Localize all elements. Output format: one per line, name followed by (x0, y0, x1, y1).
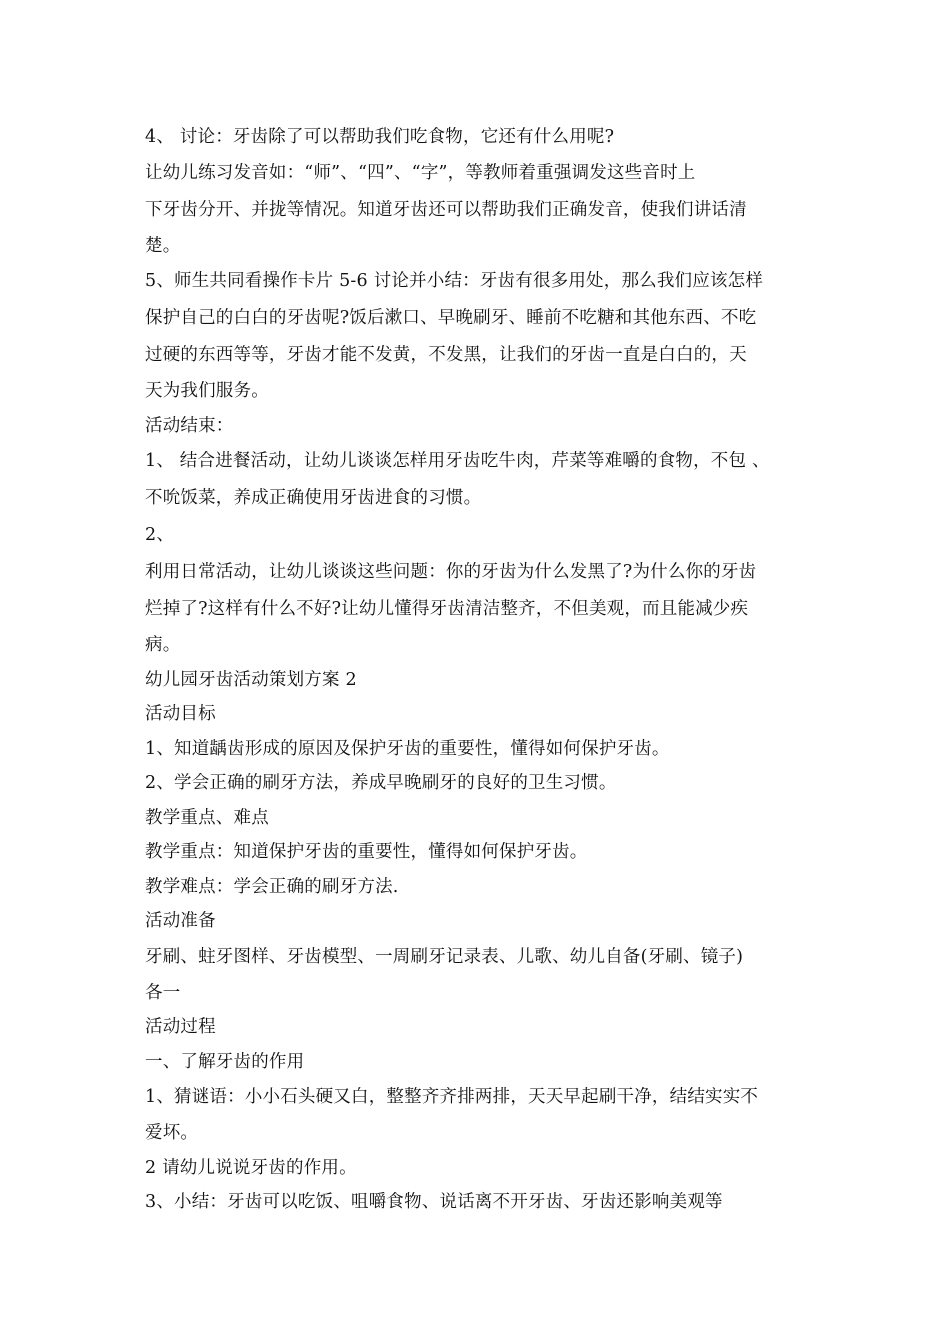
document-title: 幼儿园牙齿活动策划方案 2 (145, 669, 357, 690)
paragraph-line: 下牙齿分开、并拢等情况。知道牙齿还可以帮助我们正确发音，使我们讲话清 (145, 199, 747, 220)
section-heading: 活动过程 (145, 1017, 216, 1037)
paragraph-line: 牙刷、蛀牙图样、牙齿模型、一周刷牙记录表、儿歌、幼儿自备(牙刷、镜子) (145, 946, 744, 967)
document-body (145, 120, 817, 1220)
paragraph-line: 过硬的东西等等，牙齿才能不发黄，不发黑，让我们的牙齿一直是白白的，天 (145, 345, 747, 365)
paragraph-line: 4、 讨论：牙齿除了可以帮助我们吃食物，它还有什么用呢? (145, 127, 615, 147)
paragraph-line: 利用日常活动，让幼儿谈谈这些问题：你的牙齿为什么发黑了?为什么你的牙齿 (145, 562, 757, 582)
paragraph-line: 烂掉了?这样有什么不好?让幼儿懂得牙齿清洁整齐，不但美观，而且能减少疾 (145, 599, 749, 619)
paragraph-line: 各一 (145, 982, 181, 1003)
paragraph-line: 5、师生共同看操作卡片 5-6 讨论并小结：牙齿有很多用处，那么我们应该怎样 (145, 271, 764, 291)
paragraph-line: 保护自己的白白的牙齿呢?饭后漱口、早晚刷牙、睡前不吃糖和其他东西、不吃 (145, 308, 757, 328)
section-heading: 活动结束： (145, 415, 234, 436)
paragraph-line: 让幼儿练习发音如：“师”、“四”、“字”，等教师着重强调发这些音时上 (145, 162, 696, 183)
paragraph-line: 3、小结：牙齿可以吃饭、咀嚼食物、说话离不开牙齿、牙齿还影响美观等 (145, 1192, 723, 1212)
paragraph-line: 教学重点：知道保护牙齿的重要性，懂得如何保护牙齿。 (145, 842, 588, 862)
paragraph-line: 不吮饭菜，养成正确使用牙齿进食的习惯。 (145, 488, 482, 508)
paragraph-line: 2、学会正确的刷牙方法，养成早晚刷牙的良好的卫生习惯。 (145, 773, 617, 793)
paragraph-line: 1、知道龋齿形成的原因及保护牙齿的重要性，懂得如何保护牙齿。 (145, 738, 670, 759)
paragraph-line: 2 请幼儿说说牙齿的作用。 (145, 1157, 357, 1178)
section-heading: 一、了解牙齿的作用 (145, 1051, 305, 1072)
paragraph-line: 2、 (145, 525, 175, 545)
paragraph-line: 天为我们服务。 (145, 381, 269, 401)
paragraph-line: 1、 结合进餐活动，让幼儿谈谈怎样用牙齿吃牛肉，芹菜等难嚼的食物，不包 、 (145, 451, 770, 471)
paragraph-line: 爱坏。 (145, 1123, 199, 1143)
section-heading: 活动准备 (145, 911, 216, 931)
paragraph-line: 楚。 (145, 235, 181, 256)
paragraph-line: 病。 (145, 635, 181, 655)
paragraph-line: 1、猜谜语：小小石头硬又白，整整齐齐排两排，天天早起刷干净，结结实实不 (145, 1087, 759, 1107)
section-heading: 教学重点、难点 (145, 807, 269, 828)
paragraph-line: 教学难点：学会正确的刷牙方法. (145, 876, 399, 897)
section-heading: 活动目标 (145, 704, 216, 724)
